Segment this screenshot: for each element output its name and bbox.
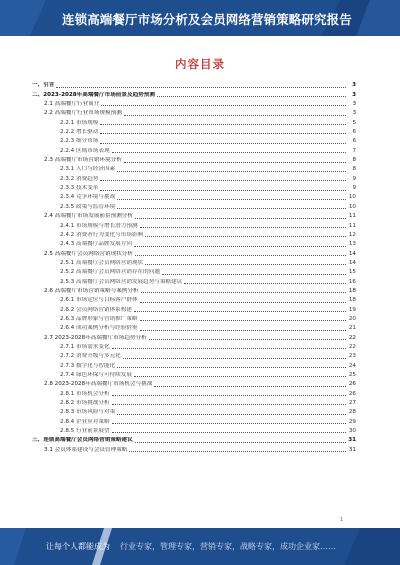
toc-entry-page: 29 xyxy=(348,418,356,425)
toc-entry[interactable] xyxy=(32,342,356,351)
toc-entry-page: 28 xyxy=(348,409,356,416)
toc-entry-page: 25 xyxy=(348,372,356,378)
toc-entry[interactable] xyxy=(32,108,356,117)
toc-leader-dots xyxy=(154,386,346,387)
toc-entry[interactable] xyxy=(32,323,356,332)
toc-entry-label: 2.8.3 市场风险与对策 xyxy=(60,409,116,416)
toc-entry[interactable] xyxy=(32,136,356,145)
toc-leader-dots xyxy=(117,208,346,209)
toc-entry-page: 5 xyxy=(352,119,356,126)
toc-entry-page: 10 xyxy=(348,194,356,201)
toc-entry-page: 10 xyxy=(348,203,356,210)
toc-entry-page: 18 xyxy=(348,287,356,294)
toc-entry-label: 2.3.2 消费趋势 xyxy=(60,175,99,182)
toc-entry[interactable] xyxy=(32,276,356,285)
toc-entry-page: 3 xyxy=(352,82,356,89)
toc-entry-page: 19 xyxy=(348,306,356,313)
toc-entry-page: 30 xyxy=(348,428,356,435)
toc-entry[interactable] xyxy=(32,379,356,388)
toc-entry[interactable] xyxy=(32,248,356,257)
toc-entry-label: 2.2.3 细分市场 xyxy=(60,138,99,145)
toc-entry-page: 20 xyxy=(348,315,356,322)
toc-leader-dots xyxy=(112,395,346,396)
toc-entry-page: 22 xyxy=(348,334,356,341)
toc-entry-page: 26 xyxy=(348,390,356,397)
toc-entry-page: 3 xyxy=(352,110,356,117)
footer-slogan-right: 行业专家，管理专家，营销专家，战略专家，成功企业家…… xyxy=(120,542,336,551)
toc-entry-label: 二、2023-2028年高端餐厅市场前景及趋势预测 xyxy=(32,91,155,98)
toc-entry-label: 2.8 2023-2028年高端餐厅市场机会与挑战 xyxy=(44,381,153,388)
toc-entry-label: 3.1 会员体系建设与会员管理策略 xyxy=(44,446,128,453)
toc-entry-page: 16 xyxy=(348,278,356,285)
toc-leader-dots xyxy=(56,87,346,88)
toc-entry-label: 一、引言 xyxy=(32,82,55,89)
toc-leader-dots xyxy=(141,292,346,293)
toc-leader-dots xyxy=(140,330,346,331)
toc-entry[interactable] xyxy=(32,332,356,341)
toc-entry-label: 2.5.2 高端餐厅会员网络营销存在的问题 xyxy=(60,269,160,276)
toc-leader-dots xyxy=(135,442,346,443)
toc-entry-page: 7 xyxy=(352,147,356,154)
page-number: 1 xyxy=(340,517,344,523)
toc-leader-dots xyxy=(140,302,346,303)
toc-entry-page: 15 xyxy=(348,269,356,276)
toc-entry-page: 14 xyxy=(348,250,356,257)
toc-leader-dots xyxy=(134,376,346,377)
toc-entry-label: 2.8.4 企业应对策略 xyxy=(60,418,110,425)
toc-entry-page: 8 xyxy=(352,157,356,164)
toc-entry-label: 2.2.4 区域市场表现 xyxy=(60,147,110,154)
toc-entry-page: 13 xyxy=(348,241,356,248)
toc-entry-label: 2.4.3 高端餐厅品牌发展方向 xyxy=(60,241,132,248)
toc-entry-page: 9 xyxy=(352,185,356,192)
toc-entry[interactable] xyxy=(32,388,356,397)
toc-entry[interactable] xyxy=(32,295,356,304)
toc-entry-label: 2.5.1 高端餐厅会员网络营销现状 xyxy=(60,259,144,266)
toc-entry-label: 2.1 高端餐厅行业简介 xyxy=(44,101,100,108)
toc-entry[interactable] xyxy=(32,80,356,89)
toc-entry-label: 2.3.3 技术变革 xyxy=(60,185,99,192)
toc-leader-dots xyxy=(157,96,346,97)
toc-entry[interactable] xyxy=(32,304,356,313)
toc-entry-page: 26 xyxy=(348,381,356,388)
toc-entry-label: 2.8.5 行业前景展望 xyxy=(60,428,110,435)
toc-entry[interactable] xyxy=(32,211,356,220)
toc-entry[interactable] xyxy=(32,220,356,229)
toc-leader-dots xyxy=(140,227,346,228)
toc-entry-label: 2.3 高端餐厅市场营销环境分析 xyxy=(44,157,122,164)
toc-leader-dots xyxy=(117,171,346,172)
toc-leader-dots xyxy=(124,162,346,163)
toc-entry[interactable] xyxy=(32,230,356,239)
toc-entry[interactable] xyxy=(32,173,356,182)
toc-entry-label: 2.4 高端餐厅市场发展前景预测分析 xyxy=(44,213,133,220)
toc-leader-dots xyxy=(112,404,346,405)
toc-entry-label: 2.6 高端餐厅市场营销策略与案例分析 xyxy=(44,287,139,294)
toc-leader-dots xyxy=(112,348,346,349)
toc-leader-dots xyxy=(162,274,346,275)
toc-leader-dots xyxy=(184,283,346,284)
toc-entry-page: 27 xyxy=(348,400,356,407)
toc-leader-dots xyxy=(134,246,346,247)
toc-entry-label: 2.8.1 市场机会分析 xyxy=(60,390,110,397)
toc-leader-dots xyxy=(112,432,346,433)
toc-leader-dots xyxy=(117,414,346,415)
toc-entry-label: 2.7.3 数字化与智能化 xyxy=(60,362,116,369)
toc-entry-label: 三、连锁高端餐厅会员网络营销策略建议 xyxy=(32,437,133,444)
toc-entry-page: 18 xyxy=(348,297,356,304)
footer-slogan-left: 让每个人都能成为 xyxy=(46,542,110,551)
toc-entry[interactable] xyxy=(32,360,356,369)
toc-entry[interactable] xyxy=(32,416,356,425)
toc-entry-label: 2.2.2 增长驱动 xyxy=(60,129,99,136)
toc-entry-page: 11 xyxy=(348,222,356,229)
toc-entry-label: 2.7.1 市场需求变化 xyxy=(60,343,110,350)
toc-entry-label: 2.7.2 消费升级与多元化 xyxy=(60,353,121,360)
toc-entry[interactable] xyxy=(32,127,356,136)
toc-entry[interactable] xyxy=(32,351,356,360)
toc-heading: 内容目录 xyxy=(175,57,225,71)
toc-entry[interactable] xyxy=(32,201,356,210)
toc-entry[interactable] xyxy=(32,370,356,379)
toc-leader-dots xyxy=(123,358,346,359)
toc-entry-page: 12 xyxy=(348,231,356,238)
toc-leader-dots xyxy=(145,236,346,237)
toc-entry-label: 2.7 2023-2028年高端餐厅市场趋势分析 xyxy=(44,334,147,341)
toc-entry-page: 3 xyxy=(352,91,356,98)
toc-entry[interactable] xyxy=(32,435,356,444)
toc-leader-dots xyxy=(100,124,346,125)
toc-entry-label: 2.6.3 品牌形象与营销推广策略 xyxy=(60,315,138,322)
toc-leader-dots xyxy=(112,423,346,424)
toc-leader-dots xyxy=(100,133,346,134)
toc-entry[interactable] xyxy=(32,145,356,154)
toc-entry-page: 23 xyxy=(348,353,356,360)
toc-entry-label: 2.3.4 竞争环境与挑战 xyxy=(60,194,116,201)
toc-entry-page: 22 xyxy=(348,343,356,350)
toc-entry-label: 2.5.3 高端餐厅会员网络营销发展趋势与策略建议 xyxy=(60,278,183,285)
toc-leader-dots xyxy=(135,218,346,219)
toc-entry-label: 2.2.1 市场规模 xyxy=(60,119,99,126)
toc-leader-dots xyxy=(117,367,346,368)
toc-entry-page: 31 xyxy=(348,446,356,453)
table-of-contents xyxy=(32,80,356,454)
toc-entry[interactable] xyxy=(32,89,356,98)
toc-entry-page: 6 xyxy=(352,129,356,136)
toc-entry-label: 2.3.1 人口与经济因素 xyxy=(60,166,116,173)
toc-entry[interactable] xyxy=(32,99,356,108)
toc-entry-label: 2.4.2 消费者行为变化与市场影响 xyxy=(60,231,144,238)
toc-leader-dots xyxy=(129,451,346,452)
toc-entry[interactable] xyxy=(32,407,356,416)
toc-entry-page: 9 xyxy=(352,175,356,182)
toc-entry[interactable] xyxy=(32,286,356,295)
toc-entry[interactable] xyxy=(32,192,356,201)
toc-entry-page: 11 xyxy=(348,213,356,220)
toc-entry-page: 21 xyxy=(348,325,356,332)
toc-entry-label: 2.6.4 成功案例分析与经验借鉴 xyxy=(60,325,138,332)
toc-entry-label: 2.4.1 市场规模与增长潜力预测 xyxy=(60,222,138,229)
toc-entry[interactable] xyxy=(32,183,356,192)
toc-entry[interactable] xyxy=(32,258,356,267)
toc-entry[interactable] xyxy=(32,398,356,407)
toc-leader-dots xyxy=(134,311,346,312)
toc-entry[interactable] xyxy=(32,426,356,435)
report-title: 连锁高端餐厅市场分析及会员网络营销策略研究报告 xyxy=(62,12,352,27)
toc-entry-label: 2.3.5 政策与监管环境 xyxy=(60,203,116,210)
toc-entry-label: 2.6.1 市场定位与目标客户群体 xyxy=(60,297,138,304)
toc-leader-dots xyxy=(112,152,346,153)
toc-entry[interactable] xyxy=(32,164,356,173)
toc-entry-page: 8 xyxy=(352,166,356,173)
toc-entry[interactable] xyxy=(32,117,356,126)
toc-entry-label: 2.8.2 市场挑战分析 xyxy=(60,400,110,407)
toc-leader-dots xyxy=(140,320,346,321)
toc-leader-dots xyxy=(149,339,346,340)
toc-leader-dots xyxy=(135,255,346,256)
toc-leader-dots xyxy=(117,199,346,200)
toc-entry-label: 2.7.4 绿色环保与可持续发展 xyxy=(60,372,132,378)
toc-entry[interactable] xyxy=(32,155,356,164)
toc-leader-dots xyxy=(101,105,346,106)
toc-entry[interactable] xyxy=(32,239,356,248)
toc-entry-page: 6 xyxy=(352,138,356,145)
toc-entry-label: 2.6.2 会员网络营销体系构建 xyxy=(60,306,132,313)
toc-entry[interactable] xyxy=(32,314,356,323)
toc-leader-dots xyxy=(100,143,346,144)
toc-leader-dots xyxy=(124,115,346,116)
toc-entry[interactable] xyxy=(32,267,356,276)
toc-leader-dots xyxy=(100,180,346,181)
toc-entry-label: 2.5 高端餐厅会员网络营销现状分析 xyxy=(44,250,133,257)
toc-leader-dots xyxy=(145,264,346,265)
footer-banner xyxy=(0,528,400,565)
toc-entry-label: 2.2 高端餐厅行业市场规模预测 xyxy=(44,110,122,117)
toc-entry-page: 3 xyxy=(352,101,356,108)
toc-entry[interactable] xyxy=(32,444,356,453)
toc-entry-page: 31 xyxy=(348,437,356,444)
toc-entry-page: 14 xyxy=(348,259,356,266)
header-banner xyxy=(0,0,400,36)
toc-leader-dots xyxy=(100,190,346,191)
toc-entry-page: 24 xyxy=(348,362,356,369)
